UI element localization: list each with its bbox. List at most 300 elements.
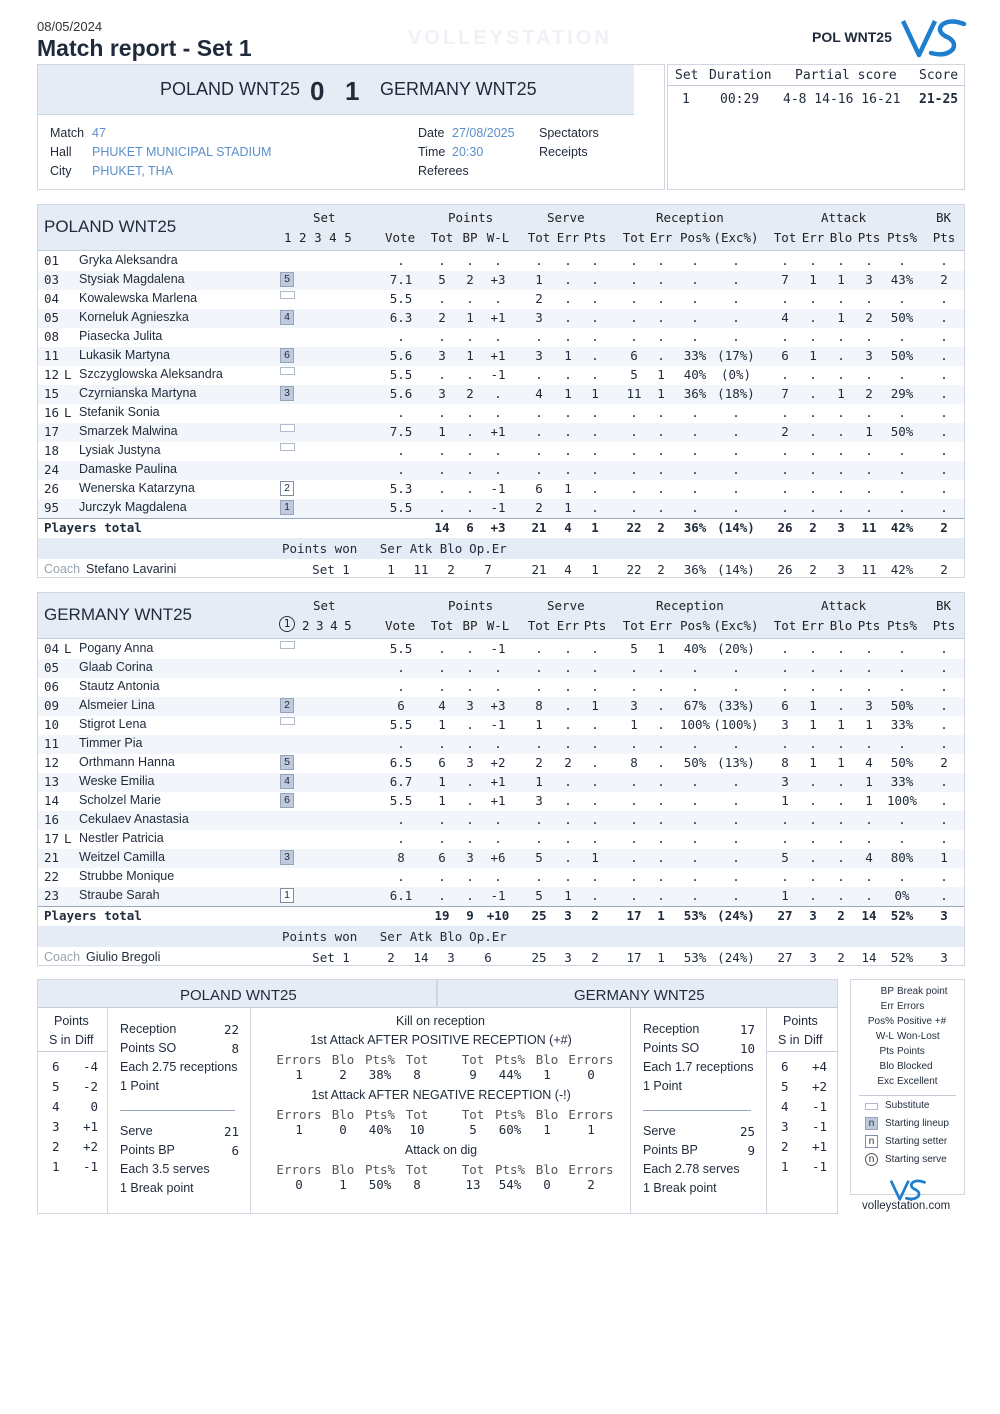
stat-cell: . <box>466 679 474 694</box>
stat-cell: 3 <box>438 386 446 401</box>
stat-cell: . <box>564 272 572 287</box>
stat-cell: 4 <box>865 850 873 865</box>
stat-cell: . <box>630 405 638 420</box>
kill-section-title: 1st Attack AFTER POSITIVE RECEPTION (+#) <box>310 1033 572 1047</box>
stat-cell: . <box>535 443 543 458</box>
total-cell: 21 <box>531 520 547 535</box>
stat-cell: . <box>691 291 699 306</box>
player-name: Piasecka Julita <box>79 329 163 343</box>
vote: 6.7 <box>389 774 413 789</box>
sub-header: Err <box>649 230 673 245</box>
start-position-box: 3 <box>280 850 294 865</box>
info-labels-left: Match Hall City <box>50 126 85 178</box>
sub-header: Err <box>801 230 825 245</box>
stat-cell: . <box>630 500 638 515</box>
stat-cell: 1 <box>809 698 817 713</box>
player-row <box>38 461 964 480</box>
vote: . <box>397 462 405 477</box>
stat-cell: . <box>865 500 873 515</box>
sub-header: Tot <box>430 618 454 633</box>
stat-cell: 29% <box>890 386 914 401</box>
stat-cell: . <box>591 641 599 656</box>
stat-cell: . <box>657 443 665 458</box>
player-number: 10 <box>44 717 60 732</box>
stat-cell: 3 <box>535 348 543 363</box>
stat-cell: . <box>837 812 845 827</box>
stat-cell: . <box>535 869 543 884</box>
stat-cell: . <box>630 774 638 789</box>
stat-cell: . <box>691 850 699 865</box>
player-row <box>38 252 964 271</box>
sub-header: Tot <box>773 230 797 245</box>
stat-cell: 1 <box>630 717 638 732</box>
stat-cell: . <box>865 291 873 306</box>
stat-cell: . <box>732 272 740 287</box>
player-number: 13 <box>44 774 60 789</box>
coach-cell: 26 <box>777 562 793 577</box>
coach-pw: 2 <box>447 562 455 577</box>
stat-cell: 4 <box>438 698 446 713</box>
player-row <box>38 868 964 887</box>
stat-cell: . <box>809 405 817 420</box>
set-col-header: Set <box>675 68 699 83</box>
stat-cell: . <box>732 793 740 808</box>
team-b-sets: 1 <box>345 76 360 106</box>
stat-cell: . <box>781 291 789 306</box>
stat-cell: . <box>438 481 446 496</box>
coach-cell: 3 <box>940 950 948 965</box>
set-number: 1 <box>682 92 690 107</box>
stat-cell: . <box>691 888 699 903</box>
stat-cell: 1 <box>466 310 474 325</box>
stat-cell: . <box>732 850 740 865</box>
player-name: Lysiak Justyna <box>79 443 161 457</box>
total-cell: 14 <box>861 908 877 923</box>
legend-desc: Points <box>897 1046 925 1057</box>
stat-cell: . <box>837 774 845 789</box>
stat-cell: +2 <box>490 755 506 770</box>
stat-cell: . <box>494 291 502 306</box>
stat-cell: 50% <box>683 755 707 770</box>
stat-cell: . <box>630 424 638 439</box>
start-position-box: 5 <box>280 272 294 287</box>
vote: 7.5 <box>389 424 413 439</box>
player-row <box>38 385 964 404</box>
stat-cell: . <box>837 831 845 846</box>
legend-abbr: W-L <box>875 1031 894 1042</box>
stat-cell: 4 <box>535 386 543 401</box>
vote-header: Vote <box>385 230 416 245</box>
legend-desc: Break point <box>897 986 948 997</box>
sub-header: Pts <box>583 230 607 245</box>
stat-cell: . <box>865 405 873 420</box>
stat-cell: . <box>865 253 873 268</box>
site-link[interactable]: volleystation.com <box>862 1200 951 1212</box>
stat-cell: . <box>657 888 665 903</box>
stat-cell: . <box>898 500 906 515</box>
player-row <box>38 754 964 773</box>
stat-cell: . <box>732 462 740 477</box>
stat-cell: . <box>691 774 699 789</box>
points-won-row <box>38 926 964 947</box>
stat-cell: . <box>657 812 665 827</box>
stat-cell: +3 <box>490 698 506 713</box>
kill-header: Pts% <box>494 1107 526 1122</box>
stat-cell: 1 <box>591 698 599 713</box>
total-cell: 11 <box>861 520 877 535</box>
bk-header: BK <box>936 210 952 225</box>
stat-cell: 1 <box>535 272 543 287</box>
stat-cell: . <box>732 443 740 458</box>
stat-cell: 1 <box>865 424 873 439</box>
total-cell: +3 <box>490 520 506 535</box>
stat-cell: . <box>657 850 665 865</box>
total-cell: 1 <box>591 520 599 535</box>
stat-cell: . <box>837 462 845 477</box>
stat-cell: 100% <box>886 793 918 808</box>
sub-header: Pts <box>857 230 881 245</box>
stat-cell: . <box>781 329 789 344</box>
partial-col-header: Partial score <box>795 68 897 83</box>
stat-cell: . <box>940 291 948 306</box>
stat-cell: +1 <box>490 793 506 808</box>
stat-cell: . <box>837 660 845 675</box>
stat-cell: . <box>691 443 699 458</box>
stat-cell: (20%) <box>717 641 755 656</box>
serve-header: Serve <box>547 210 585 225</box>
sub-header: Err <box>556 230 580 245</box>
vote: . <box>397 812 405 827</box>
stat-cell: . <box>466 888 474 903</box>
kill-header: Tot <box>405 1107 429 1122</box>
sub-header: Pos% <box>679 230 711 245</box>
starting-setter-icon: n <box>865 1135 878 1148</box>
kill-header: Blo <box>535 1107 559 1122</box>
kill-value: 1 <box>543 1067 551 1082</box>
player-number: 05 <box>44 660 60 675</box>
legend-desc: Won-Lost <box>897 1031 940 1042</box>
stat-cell: . <box>564 812 572 827</box>
stat-cell: 1 <box>591 386 599 401</box>
stat-cell: 1 <box>438 774 446 789</box>
total-cell: 3 <box>809 908 817 923</box>
stat-cell: . <box>630 679 638 694</box>
stat-cell: 1 <box>438 717 446 732</box>
stat-cell: (0%) <box>720 367 752 382</box>
kill-value: 0 <box>339 1122 347 1137</box>
rotation-s: 3 <box>52 1119 60 1134</box>
stat-cell: . <box>494 660 502 675</box>
player-row <box>38 404 964 423</box>
coach-label: Coach <box>44 950 81 964</box>
player-number: 04 <box>44 641 60 656</box>
start-position-box: 1 <box>280 500 294 515</box>
stat-cell: . <box>564 679 572 694</box>
player-row <box>38 442 964 461</box>
coach-cell: (14%) <box>717 562 755 577</box>
points-bp-label: Points BP <box>643 1143 698 1157</box>
points-won-label: Points won <box>282 541 358 556</box>
sub-header: Tot <box>622 230 646 245</box>
stat-cell: . <box>438 500 446 515</box>
stat-cell: 5 <box>535 888 543 903</box>
each-serves: Each 3.5 serves <box>120 1162 210 1176</box>
stat-cell: 11 <box>626 386 642 401</box>
stat-cell: . <box>657 253 665 268</box>
start-position-box: 4 <box>280 310 294 325</box>
stat-cell: 1 <box>564 348 572 363</box>
vote: 8 <box>397 850 405 865</box>
stat-cell: 2 <box>865 386 873 401</box>
stat-cell: . <box>865 443 873 458</box>
coach-cell: 36% <box>683 562 707 577</box>
vote: 5.5 <box>389 291 413 306</box>
player-row <box>38 735 964 754</box>
report-date: 08/05/2024 <box>37 19 103 34</box>
player-name: Straube Sarah <box>79 888 160 902</box>
stat-cell: 40% <box>683 641 707 656</box>
stat-cell: . <box>732 869 740 884</box>
stat-cell: . <box>940 888 948 903</box>
coach-pw: 2 <box>387 950 395 965</box>
stat-cell: 2 <box>940 755 948 770</box>
break-point-text: 1 Break point <box>120 1181 194 1195</box>
player-name: Damaske Paulina <box>79 462 177 476</box>
rotation-s: 2 <box>781 1139 789 1154</box>
kill-value: 60% <box>498 1122 522 1137</box>
stat-cell: . <box>837 291 845 306</box>
substitute-icon <box>280 717 295 725</box>
stat-cell: . <box>837 253 845 268</box>
player-number: 12 <box>44 755 60 770</box>
player-name: Glaab Corina <box>79 660 153 674</box>
total-cell: 6 <box>466 520 474 535</box>
player-row <box>38 811 964 830</box>
stat-cell: . <box>438 462 446 477</box>
stat-cell: . <box>438 888 446 903</box>
stat-cell: . <box>494 736 502 751</box>
score-col-header: Score <box>919 68 959 83</box>
stat-cell: 3 <box>466 850 474 865</box>
rotation-s: 6 <box>781 1059 789 1074</box>
player-row <box>38 697 964 716</box>
legend-abbr: Pts <box>879 1046 894 1057</box>
serve-label: Serve <box>643 1124 676 1138</box>
stat-cell: . <box>691 500 699 515</box>
player-number: 26 <box>44 481 60 496</box>
total-cell: 2 <box>940 520 948 535</box>
coach-pw: 3 <box>447 950 455 965</box>
libero-marker: L <box>64 367 72 382</box>
coach-pw: 7 <box>484 562 492 577</box>
point-text: 1 Point <box>120 1079 159 1093</box>
stat-cell: . <box>809 481 817 496</box>
serve-value: 25 <box>739 1124 755 1139</box>
stat-cell: . <box>837 850 845 865</box>
stat-cell: . <box>466 869 474 884</box>
stat-cell: . <box>781 831 789 846</box>
vote: . <box>397 679 405 694</box>
total-cell: 2 <box>837 908 845 923</box>
coach-pw: 11 <box>413 562 429 577</box>
reception-label: Reception <box>643 1022 700 1036</box>
stat-cell: . <box>940 641 948 656</box>
stat-cell: 1 <box>865 717 873 732</box>
sub-header: W-L <box>486 230 510 245</box>
rotation-diff: -1 <box>811 1119 827 1134</box>
kill-header: Errors <box>276 1162 322 1177</box>
stat-cell: 5 <box>630 367 638 382</box>
stat-cell: . <box>494 405 502 420</box>
coach-cell: (24%) <box>717 950 755 965</box>
player-row <box>38 640 964 659</box>
vote: 5.6 <box>389 386 413 401</box>
stat-cell: . <box>564 850 572 865</box>
stat-cell: . <box>564 641 572 656</box>
stat-cell: . <box>657 679 665 694</box>
stat-cell: . <box>591 348 599 363</box>
stat-cell: . <box>732 774 740 789</box>
watermark: VOLLEYSTATION <box>408 27 612 49</box>
stat-cell: +1 <box>490 774 506 789</box>
stat-cell: . <box>809 831 817 846</box>
points-so-label: Points SO <box>643 1041 700 1055</box>
stat-cell: 6 <box>630 348 638 363</box>
stat-cell: . <box>630 660 638 675</box>
summary-team-b: GERMANY WNT25 <box>574 987 705 1004</box>
player-number: 03 <box>44 272 60 287</box>
stat-cell: 2 <box>564 755 572 770</box>
player-name: Lukasik Martyna <box>79 348 171 362</box>
stat-cell: . <box>494 443 502 458</box>
table-header <box>38 205 964 251</box>
total-cell: (24%) <box>717 908 755 923</box>
kill-value: 2 <box>339 1067 347 1082</box>
legend-abbr: Pos% <box>867 1016 894 1027</box>
vote: 5.5 <box>389 500 413 515</box>
kill-value: 38% <box>368 1067 392 1082</box>
player-number: 14 <box>44 793 60 808</box>
sub-header: Pts% <box>886 230 918 245</box>
team-name: POLAND WNT25 <box>44 217 177 236</box>
match-info-box <box>37 64 665 190</box>
stat-cell: 3 <box>865 698 873 713</box>
stat-cell: . <box>732 831 740 846</box>
points-won-col: Ser <box>379 541 403 556</box>
points-won-col: Atk <box>409 541 433 556</box>
stat-cell: 1 <box>837 717 845 732</box>
stat-cell: . <box>781 500 789 515</box>
stat-cell: . <box>438 367 446 382</box>
sub-header: BP <box>462 618 478 633</box>
stat-cell: . <box>466 831 474 846</box>
stat-cell: . <box>898 481 906 496</box>
stat-cell: . <box>564 310 572 325</box>
kill-header: Errors <box>276 1107 322 1122</box>
points-won-col: Ser <box>379 929 403 944</box>
stat-cell: 1 <box>837 310 845 325</box>
stat-cell: . <box>657 272 665 287</box>
sub-header: Pts <box>932 618 956 633</box>
stat-cell: . <box>466 462 474 477</box>
stat-cell: . <box>732 481 740 496</box>
rotation-s: 5 <box>52 1079 60 1094</box>
player-row <box>38 678 964 697</box>
stat-cell: 1 <box>591 850 599 865</box>
sub-header: Blo <box>829 230 853 245</box>
vote: . <box>397 253 405 268</box>
rotation-diff: -1 <box>811 1159 827 1174</box>
vote: 6 <box>397 698 405 713</box>
legend-desc: Blocked <box>897 1061 933 1072</box>
coach-cell: 14 <box>861 950 877 965</box>
stat-cell: . <box>837 698 845 713</box>
sub-header: Pts <box>857 618 881 633</box>
coach-row <box>38 559 964 580</box>
coach-cell: 2 <box>591 950 599 965</box>
stat-cell: . <box>898 443 906 458</box>
stat-cell: . <box>865 812 873 827</box>
stat-cell: 1 <box>657 641 665 656</box>
stat-cell: . <box>438 443 446 458</box>
stat-cell: 3 <box>535 793 543 808</box>
stat-cell: 50% <box>890 424 914 439</box>
kill-header: Tot <box>461 1162 485 1177</box>
stat-cell: -1 <box>490 717 506 732</box>
stat-cell: . <box>657 462 665 477</box>
stat-cell: . <box>898 462 906 477</box>
start-position-box: 6 <box>280 348 294 363</box>
legend-box <box>850 979 965 1195</box>
points-bp-value: 9 <box>747 1143 755 1158</box>
stat-cell: . <box>837 500 845 515</box>
stat-cell: . <box>865 869 873 884</box>
stat-cell: . <box>466 329 474 344</box>
stat-cell: . <box>630 443 638 458</box>
coach-cell: 2 <box>809 562 817 577</box>
stat-cell: . <box>591 736 599 751</box>
kill-header: Errors <box>568 1107 614 1122</box>
kill-value: 1 <box>587 1122 595 1137</box>
kill-value: 2 <box>587 1177 595 1192</box>
player-number: 06 <box>44 679 60 694</box>
stat-cell: . <box>564 698 572 713</box>
stat-cell: . <box>535 424 543 439</box>
total-cell: 3 <box>837 520 845 535</box>
stat-cell: . <box>898 869 906 884</box>
stat-cell: 3 <box>438 348 446 363</box>
player-row <box>38 773 964 792</box>
kill-value: 1 <box>295 1122 303 1137</box>
stat-cell: 1 <box>809 272 817 287</box>
total-cell: 1 <box>657 908 665 923</box>
stat-cell: . <box>809 641 817 656</box>
coach-cell: 1 <box>591 562 599 577</box>
stat-cell: -1 <box>490 367 506 382</box>
player-number: 18 <box>44 443 60 458</box>
stat-cell: . <box>591 812 599 827</box>
kill-header: Pts% <box>494 1162 526 1177</box>
points-won-col: Blo <box>439 541 463 556</box>
player-number: 24 <box>44 462 60 477</box>
stat-cell: . <box>898 367 906 382</box>
player-number: 11 <box>44 736 60 751</box>
rotation-s: 2 <box>52 1139 60 1154</box>
kill-section-title: Attack on dig <box>404 1143 478 1157</box>
stat-cell: . <box>809 253 817 268</box>
stat-cell: . <box>630 850 638 865</box>
player-number: 12 <box>44 367 60 382</box>
